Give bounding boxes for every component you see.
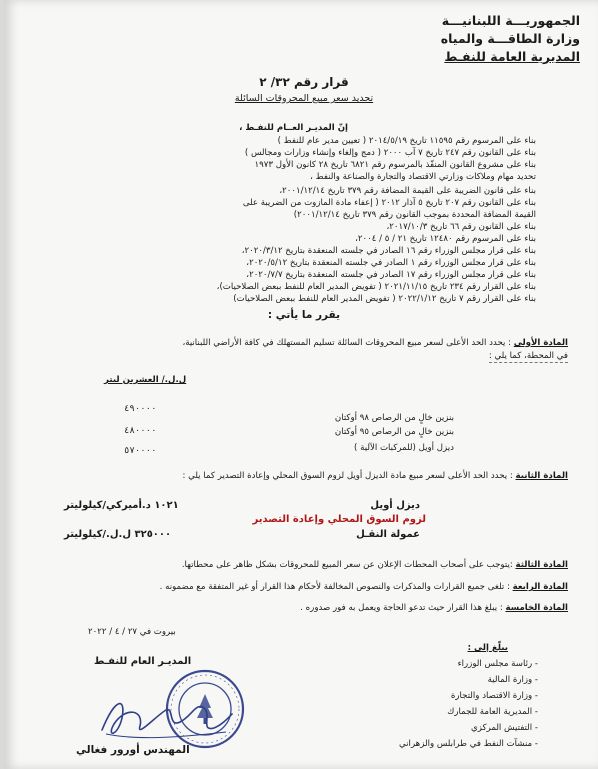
diesel-label: ديزل أويل <box>370 500 420 511</box>
signatory-name: المهندس أورور فغالي <box>76 744 190 756</box>
distribution-item: - رئاسة مجلس الوزراء <box>457 659 538 669</box>
preamble-intro: إنّ المديـر العــام للنفـط ، <box>239 123 348 133</box>
decision-subject: تحديد سعر مبيع المحروقات السائلة <box>234 93 374 104</box>
preamble-line: بناء على القانون رقم ٢٤٧ تاريخ ٧ آب ٢٠٠٠ ( دمج وإلغاء وإنشاء وزارات ومجالس ) <box>244 148 536 158</box>
distribution-item: - وزارة المالية <box>487 675 538 685</box>
preamble-line: القيمة المضافة المحددة بموجب القانون رقم ٣٧٩ تاريخ ٢٠٠١/١٢/١٤) <box>293 210 536 220</box>
article-3-label: المادة الثالثة <box>515 560 568 570</box>
article-1-label: المادة الأولى <box>513 338 568 348</box>
article-2-label: المادة الثانية <box>515 471 568 481</box>
decision-number: قرار رقم ٣٢/ ٢ <box>259 75 349 89</box>
preamble-line: بناء على قانون الضريبة على القيمة المضافة رقم ٣٧٩ تاريخ ٢٠٠١/١٢/١٤، <box>279 186 536 196</box>
transport-commission-value: ٣٢٥٠٠٠ ل.ل./كيلوليتر <box>64 529 172 540</box>
article-1-text: المادة الأولى : يحدد الحد الأعلى لسعر مبيع المحروقات السائلة تسليم المستهلك في كافة الأراضي اللبنانية، <box>182 338 568 348</box>
preamble-line: بناء على مشروع القانون المنفّذ بالمرسوم رقم ٦٨٢١ تاريخ ٢٨ كانون الأول ١٩٧٣ <box>254 160 536 170</box>
article-5-label: المادة الخامسة <box>505 603 568 613</box>
signatory-title: المديـر العام للنفـط <box>94 656 192 667</box>
decides-heading: يقرر ما يأتي : <box>267 309 341 321</box>
fuel-item-name: بنزين خالٍ من الرصاص ٩٨ أوكتان <box>334 413 454 423</box>
preamble-line: بناء على القانون رقم ٦٦ تاريخ ٢٠١٧/١٠/٣، <box>386 222 536 232</box>
article-3-text: المادة الثالثة :يتوجب على أصحاب المحطات الإعلان عن سعر المبيع للمحروقات بشكل ظاهر على محطاتها. <box>181 560 568 570</box>
article-4-text: المادة الرابعة : تلغى جميع القرارات والمذكرات والنصوص المخالفة لأحكام هذا القرار أو غير المتفقة مع مضمونه . <box>159 582 568 592</box>
directorate-name: المديرية العامة للنفـط <box>444 49 580 64</box>
diesel-price: ١٠٢١ د.أميركي/كيلوليتر <box>64 500 179 511</box>
preamble-line: بناء على القرار رقم ٧ تاريخ ٢٠٢٢/١/١٢ ( تفويض المدير العام للنفط ببعض الصلاحيات) <box>233 294 536 304</box>
fuel-item-name: بنزين خالٍ من الرصاص ٩٥ أوكتان <box>334 427 454 437</box>
fuel-item-price: ٥٧٠٠٠٠ <box>124 446 157 456</box>
document-page <box>4 0 598 769</box>
preamble-line: تحديد مهام وملاكات وزارتي الاقتصاد والتجارة والصناعة والنفط ، <box>310 172 536 182</box>
issue-date: بيروت في ٢٧ / ٤ / ٢٠٢٢ <box>88 627 176 637</box>
distribution-item: - وزارة الاقتصاد والتجارة <box>450 691 538 701</box>
article-2-text: المادة الثانية : يحدد الحد الأعلى لسعر مبيع مادة الديزل أويل لزوم السوق المحلي وإعادة التصدير كما يلي : <box>182 471 568 481</box>
handwritten-signature <box>96 688 236 748</box>
fuel-item-price: ٤٩٠٠٠٠ <box>124 404 157 414</box>
distribution-item: - المديرية العامة للجمارك <box>447 707 538 717</box>
preamble-line: بناء على المرسوم رقم ١١٥٩٥ تاريخ ٢٠١٤/٥/١٩ ( تعيين مدير عام للنفط ) <box>277 136 536 146</box>
transport-commission-label: عمولة النقـل <box>356 529 420 540</box>
distribution-title: يبلّغ إلى : <box>467 643 508 653</box>
preamble-line: بناء على قرار مجلس الوزراء رقم ١٦ الصادر في جلسته المنعقدة بتاريخ ٢٠٢٠/٣/١٢، <box>241 246 536 256</box>
preamble-line: بناء على قرار مجلس الوزراء رقم ١ الصادر في جلسته المنعقدة بتاريخ ٢٠٢٠/٥/١٢، <box>246 258 536 268</box>
diesel-use-label: لزوم السوق المحلي وإعادة التصدير <box>252 514 426 525</box>
preamble-line: بناء على المرسوم رقم ١٢٤٨٠ تاريخ ٢١ / ٥ / ٢٠٠٤، <box>355 234 536 244</box>
article-5-text: المادة الخامسة : يبلغ هذا القرار حيث تدعو الحاجة ويعمل به فور صدوره . <box>300 603 568 613</box>
article-1-text-cont: في المحطة، كما يلي : <box>488 351 568 361</box>
republic-name: الجمهوريـــة اللبنانيـــة <box>441 13 580 28</box>
article-1-unit: ل.ل./ العشرين ليتر <box>104 375 187 385</box>
preamble-line: بناء على القانون رقم ٢٠٧ تاريخ ٥ آذار ٢٠١٢ ( إعفاء مادة المازوت من الضريبة على <box>242 198 536 208</box>
fuel-item-price: ٤٨٠٠٠٠ <box>124 426 157 436</box>
distribution-item: - التفتيش المركزي <box>471 723 538 733</box>
article-4-label: المادة الرابعة <box>512 582 568 592</box>
ministry-name: وزارة الطاقـــة والمياه <box>440 31 580 46</box>
preamble-line: بناء على القرار رقم ٢٣٤ تاريخ ٢٠٢١/١١/١٥ ( تفويض المدير العام للنفط ببعض الصلاحيات)، <box>216 282 536 292</box>
fuel-item-name: ديزل أويل (للمركبات الآلية ) <box>354 443 454 453</box>
preamble-line: بناء على قرار مجلس الوزراء رقم ١٧ الصادر في جلسته المنعقدة بتاريخ ٢٠٢٠/٧/٧، <box>246 270 536 280</box>
distribution-item: - منشآت النفط في طرابلس والزهراني <box>399 739 538 749</box>
